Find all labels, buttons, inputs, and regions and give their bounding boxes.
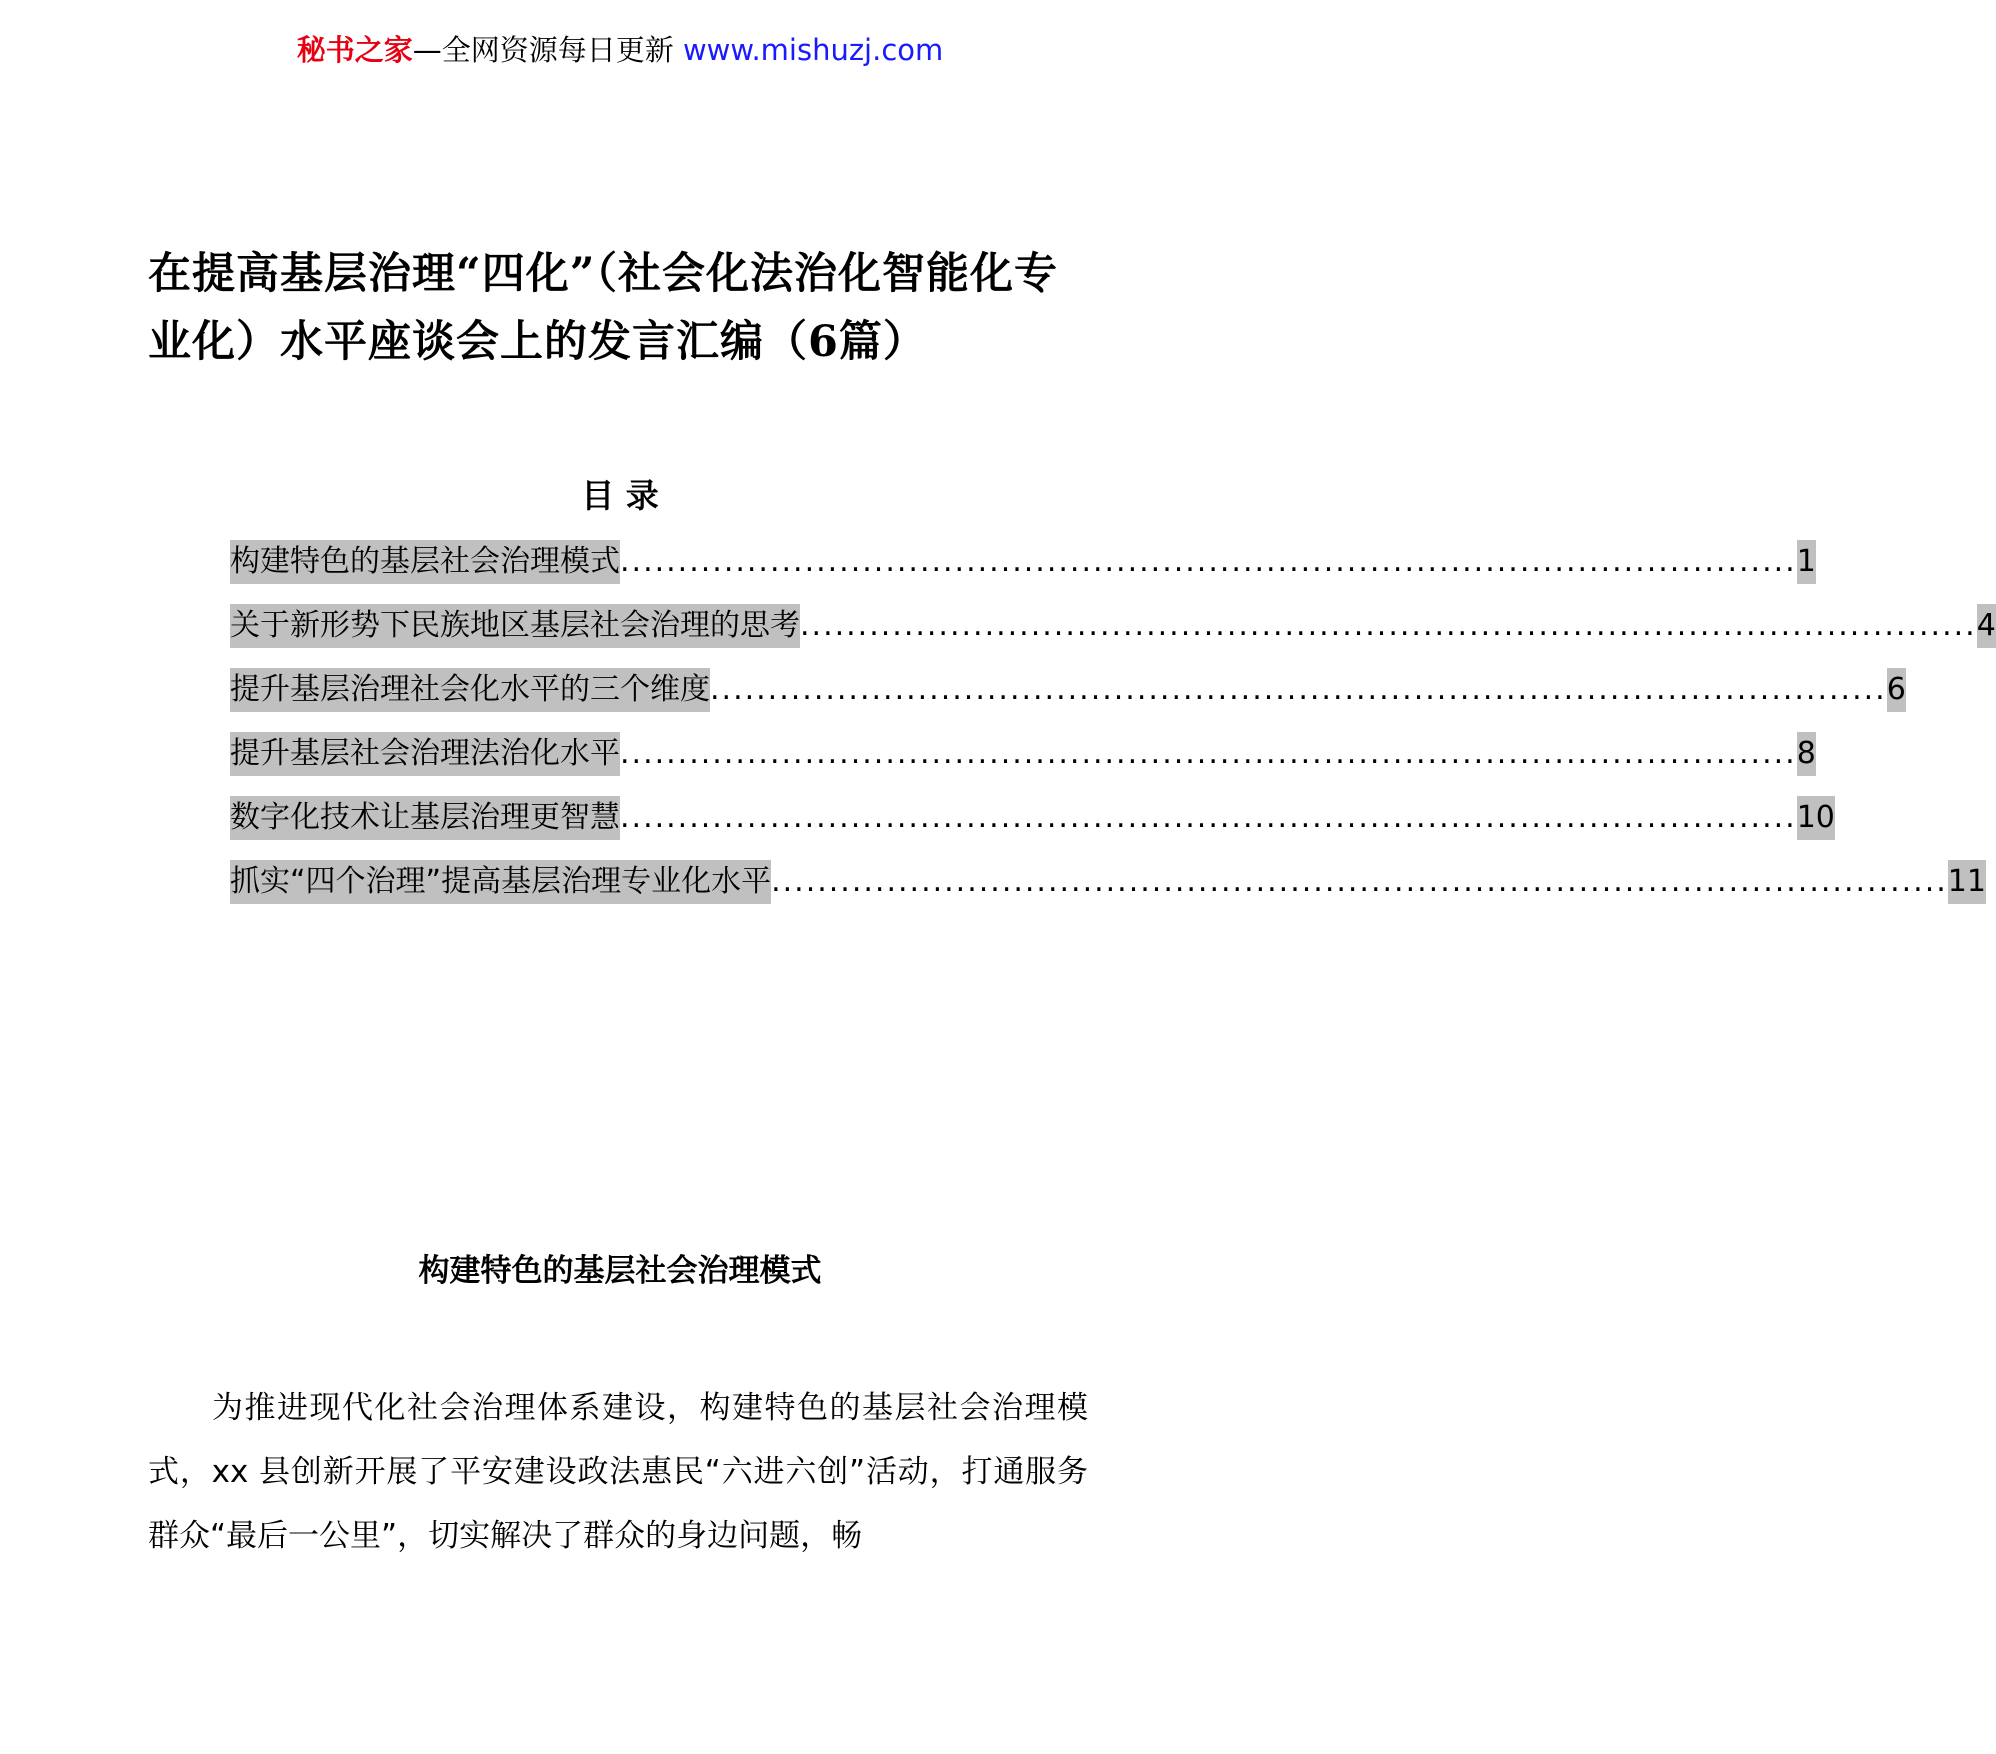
site-header	[0, 30, 1240, 70]
toc-entry-title: 提升基层治理社会化水平的三个维度	[230, 672, 710, 707]
toc-dot-leader: ......................................................................................................	[710, 668, 1887, 712]
toc-page-number: 6	[1887, 668, 1906, 712]
site-url-link[interactable]: www.mishuzj.com	[682, 33, 944, 67]
toc-entry[interactable]	[230, 860, 1986, 904]
toc-page-number: 8	[1797, 732, 1816, 776]
toc-heading: 目 录	[581, 476, 659, 515]
toc-entry-title: 抓实“四个治理”提高基层治理专业化水平	[230, 864, 772, 899]
toc-dot-leader: ......................................................................................................	[620, 540, 1797, 584]
toc-entry[interactable]	[230, 796, 1835, 840]
table-of-contents	[230, 540, 1996, 924]
document-title: 在提高基层治理“四化”（社会化法治化智能化专业化）水平座谈会上的发言汇编（6篇）	[148, 249, 1058, 367]
body-paragraph: 为推进现代化社会治理体系建设，构建特色的基层社会治理模式，xx 县创新开展了平安建设政法惠民“六进六创”活动，打通服务群众“最后一公里”，切实解决了群众的身边问题，畅	[148, 1390, 1088, 1554]
toc-entry-title: 数字化技术让基层治理更智慧	[230, 800, 620, 835]
toc-dot-leader: ......................................................................................................	[620, 732, 1797, 776]
toc-dot-leader: ......................................................................................................	[800, 604, 1977, 648]
toc-entry[interactable]	[230, 668, 1906, 712]
section-title: 构建特色的基层社会治理模式	[418, 1253, 822, 1289]
header-tagline: —全网资源每日更新	[412, 33, 674, 67]
toc-entry-title: 构建特色的基层社会治理模式	[230, 544, 620, 579]
toc-page-number: 1	[1797, 540, 1816, 584]
toc-entry[interactable]	[230, 732, 1816, 776]
brand-name: 秘书之家	[296, 33, 413, 67]
toc-dot-leader: ......................................................................................................	[620, 796, 1797, 840]
toc-entry-title: 关于新形势下民族地区基层社会治理的思考	[230, 608, 800, 643]
toc-entry-title: 提升基层社会治理法治化水平	[230, 736, 620, 771]
toc-page-number: 10	[1797, 796, 1835, 840]
toc-entry[interactable]	[230, 604, 1996, 648]
toc-entry[interactable]	[230, 540, 1816, 584]
toc-page-number: 4	[1977, 604, 1996, 648]
toc-page-number: 11	[1948, 860, 1986, 904]
toc-dot-leader: ......................................................................................................	[771, 860, 1948, 904]
